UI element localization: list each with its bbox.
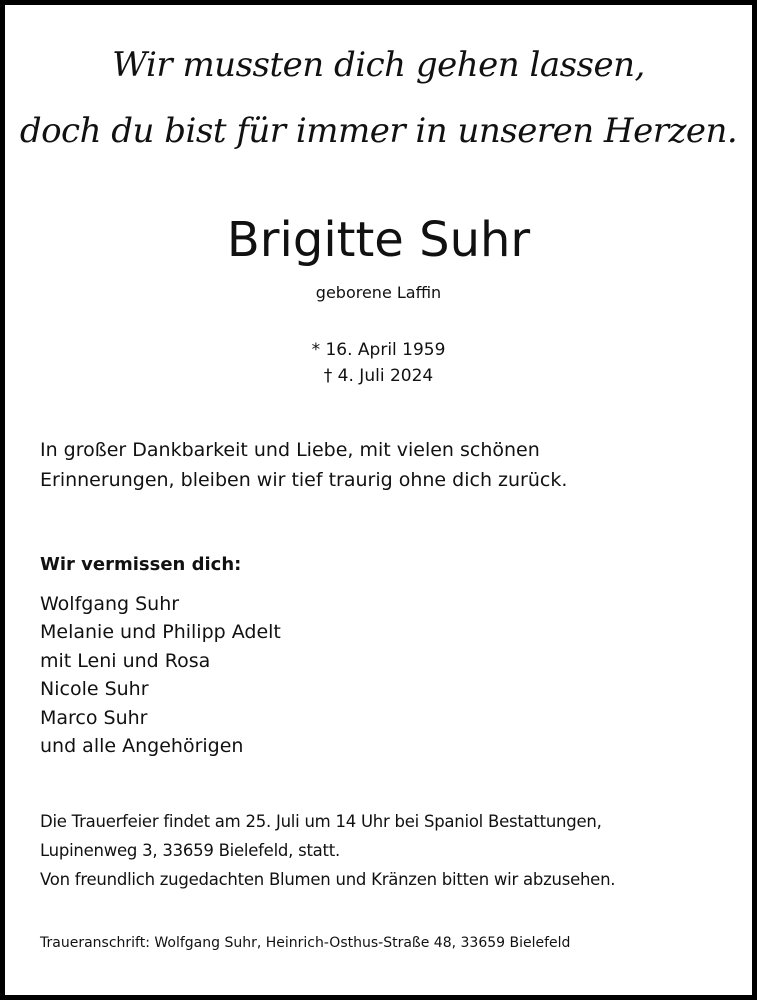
ceremony-info: [40, 807, 730, 894]
mourners-list: [40, 590, 730, 760]
gratitude-line-2: Erinnerungen, bleiben wir tief traurig ohne dich zurück.: [40, 469, 568, 491]
death-date: † 4. Juli 2024: [323, 366, 434, 386]
quote-line-1: Wir mussten dich gehen lassen,: [112, 45, 645, 85]
mourner-name: Marco Suhr: [40, 706, 148, 729]
maiden-name: geborene Laffin: [315, 283, 442, 302]
birth-date: * 16. April 1959: [311, 340, 446, 360]
ceremony-line-1: Die Trauerfeier findet am 25. Juli um 14 Uhr bei Spaniol Bestattungen,: [40, 812, 602, 831]
mourner-name: Wolfgang Suhr: [40, 593, 180, 615]
mourners-heading: Wir vermissen dich:: [40, 554, 242, 575]
mourner-name: Melanie und Philipp Adelt: [40, 621, 281, 644]
mourner-name: und alle Angehörigen: [40, 735, 244, 758]
ceremony-line-2: Lupinenweg 3, 33659 Bielefeld, statt.: [40, 841, 340, 860]
gratitude-line-1: In großer Dankbarkeit und Liebe, mit vielen schönen: [40, 439, 540, 461]
deceased-name: Brigitte Suhr: [226, 212, 531, 268]
mourner-name: mit Leni und Rosa: [40, 649, 211, 672]
mourner-name: Nicole Suhr: [40, 678, 149, 701]
quote-line-2: doch du bist für immer in unseren Herzen.: [19, 111, 738, 151]
mourning-address: Traueranschrift: Wolfgang Suhr, Heinrich-Osthus-Straße 48, 33659 Bielefeld: [40, 935, 571, 951]
gratitude-text: [40, 435, 730, 495]
ceremony-line-3: Von freundlich zugedachten Blumen und Kränzen bitten wir abzusehen.: [40, 870, 616, 889]
